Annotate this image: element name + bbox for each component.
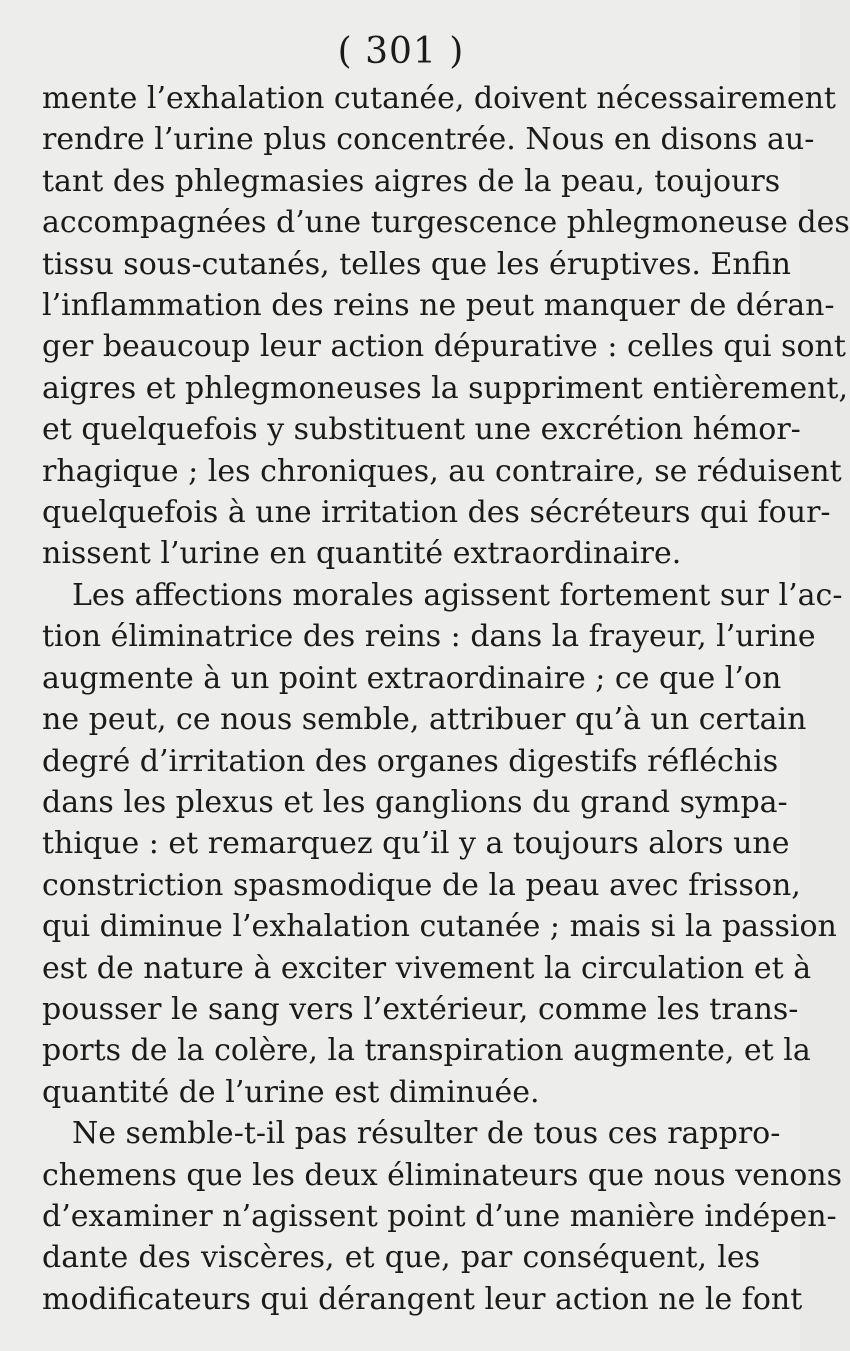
text-line: mente l’exhalation cutanée, doivent nécessairement (42, 81, 836, 116)
text-line: ger beaucoup leur action dépurative : celles qui sont (42, 329, 846, 365)
text-line: d’examiner n’agissent point d’une manière indépen- (42, 1198, 837, 1234)
text-line: degré d’irritation des organes digestifs réfléchis (42, 743, 779, 779)
text-line: et quelquefois y substituent une excrétion hémor- (42, 412, 801, 448)
text-line: chemens que les deux éliminateurs que nous venons (42, 1157, 843, 1193)
text-line: tant des phlegmasies aigres de la peau, toujours (42, 163, 781, 199)
text-line: l’inflammation des reins ne peut manquer de déran- (42, 288, 835, 324)
text-line: Les affections morales agissent fortement sur l’ac- (72, 577, 843, 613)
page-number: ( 301 ) (337, 31, 465, 72)
text-line: quantité de l’urine est diminuée. (42, 1074, 540, 1110)
text-line: thique : et remarquez qu’il y a toujours alors une (42, 826, 790, 862)
text-line: dante des viscères, et que, par conséquent, les (42, 1240, 760, 1276)
text-line: augmente à un point extraordinaire ; ce que l’on (42, 660, 782, 696)
text-line: accompagnées d’une turgescence phlegmoneuse des (42, 205, 850, 241)
text-line: rhagique ; les chroniques, au contraire, se réduisent (42, 453, 842, 489)
text-line: modificateurs qui dérangent leur action ne le font (42, 1281, 803, 1317)
text-line: rendre l’urine plus concentrée. Nous en disons au- (42, 122, 815, 158)
body-text (42, 78, 850, 1320)
text-line: quelquefois à une irritation des sécréteurs qui four- (42, 495, 831, 531)
text-line: ne peut, ce nous semble, attribuer qu’à un certain (42, 702, 807, 738)
text-line: tissu sous-cutanés, telles que les éruptives. Enfin (42, 246, 791, 282)
text-line: est de nature à exciter vivement la circulation et à (42, 950, 812, 986)
text-line: aigres et phlegmoneuses la suppriment entièrement, (42, 370, 849, 406)
text-line: ports de la colère, la transpiration augmente, et la (42, 1033, 811, 1069)
text-line: pousser le sang vers l’extérieur, comme les trans- (42, 991, 799, 1027)
text-line: tion éliminatrice des reins : dans la frayeur, l’urine (42, 619, 816, 655)
text-line: dans les plexus et les ganglions du grand sympa- (42, 784, 788, 820)
text-line: qui diminue l’exhalation cutanée ; mais si la passion (42, 909, 837, 945)
text-line: constriction spasmodique de la peau avec frisson, (42, 867, 801, 903)
text-line: nissent l’urine en quantité extraordinaire. (42, 536, 682, 572)
text-line: Ne semble-t-il pas résulter de tous ces rappro- (72, 1116, 781, 1152)
